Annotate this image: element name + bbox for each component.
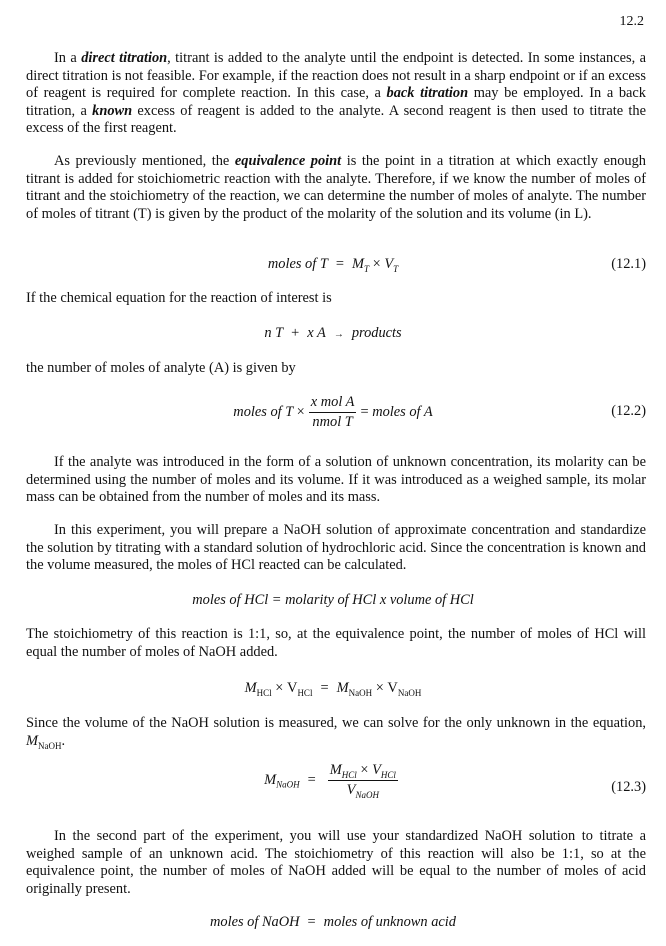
term-equivalence-point: equivalence point [234,153,342,169]
p1-text-c: , titrant is added to the analyte until the endpoint is detected. In some instances, a direct titration is not feasible. For example, if the reaction does not result in a sharp endpoint or if an excess of reagent is required for complete reaction. In this case, a [26,50,646,102]
last-rhs: moles of unknown acid [323,914,456,930]
paragraph-stoichiometry: The stoichiometry of this reaction is 1:1, so, at the equivalence point, the number of moles of HCl will equal the number of moles of NaOH added. [26,626,646,660]
mv-sub1: HCl [256,687,272,698]
paragraph-unknown-concentration [26,454,646,507]
mv-times1: × [275,680,284,696]
equation-number-12-2: (12.2) [611,403,646,419]
mv-sub2: HCl [297,687,313,698]
p1-text-a: In a [54,50,82,66]
paragraph-analyte-moles: the number of moles of analyte (A) is given by [26,360,296,376]
paragraph-second-part [26,828,646,898]
eq-hcl-text: moles of HCl = molarity of HCl x volume of HCl [192,592,474,608]
rxn-a: A [317,325,326,341]
paragraph-chemical-equation: If the chemical equation for the reaction of interest is [26,290,332,306]
eq2-denominator: nmol T [312,414,353,430]
eq3-num-sub1: HCl [341,769,357,780]
eq1-lhs: moles of T [267,256,328,272]
eq1-sub-t: T [363,263,369,274]
eq2-lhs: moles of T [233,403,294,420]
term-direct-titration: direct titration [81,50,168,66]
eq3-num-sub2: HCl [380,769,396,780]
paragraph-direct-titration [26,50,646,138]
eq3-num-m: M [329,762,342,778]
rxn-products: products [351,325,402,341]
eq3-den-sub: NaOH [355,789,379,800]
p9-text: In the second part of the experiment, you will use your standardized NaOH solution to titrate a weighed sample of an unknown acid. The stoichiometry of this reaction will also be 1:1, so at the equivalence point, the number of moles of NaOH added will be equal to the number of moles of acid originally present. [26,828,646,897]
last-equals: = [307,914,316,930]
eq3-num-times: × [360,762,369,778]
mv-v2: V [387,680,398,696]
eq3-sub: NaOH [276,779,300,790]
eq1-sub-t2: T [393,263,399,274]
p8-m: M [26,732,38,749]
p2-text-a: As previously mentioned, the [54,153,235,169]
eq1-m: M [351,256,364,272]
eq3-equals: = [307,771,316,788]
eq3-m: M [264,771,277,788]
eq3-num-v: V [372,762,381,778]
mv-sub4: NaOH [397,687,422,698]
equation-number-12-1: (12.1) [611,256,646,272]
p6-text: In this experiment, you will prepare a NaOH solution of approximate concentration and standardize the solution by titrating with a standard solution of hydrochloric acid. Since the concentration is known and the volume measured, the moles of HCl reacted can be calculated. [26,522,646,574]
eq2-rhs: moles of A [372,403,433,420]
paragraph-experiment [26,522,646,575]
p1-text-e: may be employed. In a back titration, a [26,85,646,119]
rxn-plus: + [291,325,300,341]
eq2-fraction [309,394,357,431]
eq2-equals: = [360,403,369,420]
mv-m1: M [244,680,257,696]
p8-end: . [61,732,66,749]
last-lhs: moles of NaOH [210,914,300,930]
p2-text-c: is the point in a titration at which exactly enough titrant is added for stoichiometric reaction with the analyte. Therefore, if we know the number of moles of titrant and the stoichiometry of the reaction, we can determine the number of moles of analyte. The number of moles of titrant (T) is given by the product of the molarity of the solution and its volume (in L). [26,153,647,222]
eq1-v: V [384,256,394,272]
p5-text: If the analyte was introduced in the form of a solution of unknown concentration, its molarity can be determined using the number of moles and its volume. If it was introduced as a weighed sample, its molar mass can be obtained from the number of moles and its mass. [26,454,646,506]
rxn-arrow: → [333,329,344,340]
rxn-t: T [275,325,284,341]
paragraph-solve-unknown [26,715,646,750]
eq1-equals: = [335,256,344,272]
p1-text-g: excess of reagent is added to the analyte. A second reagent is then used to titrate the excess of the first reagent. [26,102,646,137]
mv-v1: V [287,680,298,696]
page-number: 12.2 [619,14,644,29]
eq1-times: × [372,256,381,272]
mv-equals: = [320,680,329,696]
rxn-n: n [264,325,272,341]
mv-times2: × [375,680,384,696]
eq3-den-v: V [346,782,356,798]
mv-m2: M [336,680,349,696]
p8-sub: NaOH [38,740,62,751]
rxn-x: x [307,325,314,341]
eq2-numerator: x mol A [309,394,357,413]
p8-text: Since the volume of the NaOH solution is measured, we can solve for the only unknown in the equation, [26,715,646,731]
term-known: known [92,102,133,119]
term-back-titration: back titration [386,85,469,102]
equation-number-12-3: (12.3) [611,779,646,795]
eq3-fraction [328,762,398,799]
paragraph-equivalence-point [26,153,646,223]
mv-sub3: NaOH [348,687,373,698]
eq2-times: × [296,403,305,420]
